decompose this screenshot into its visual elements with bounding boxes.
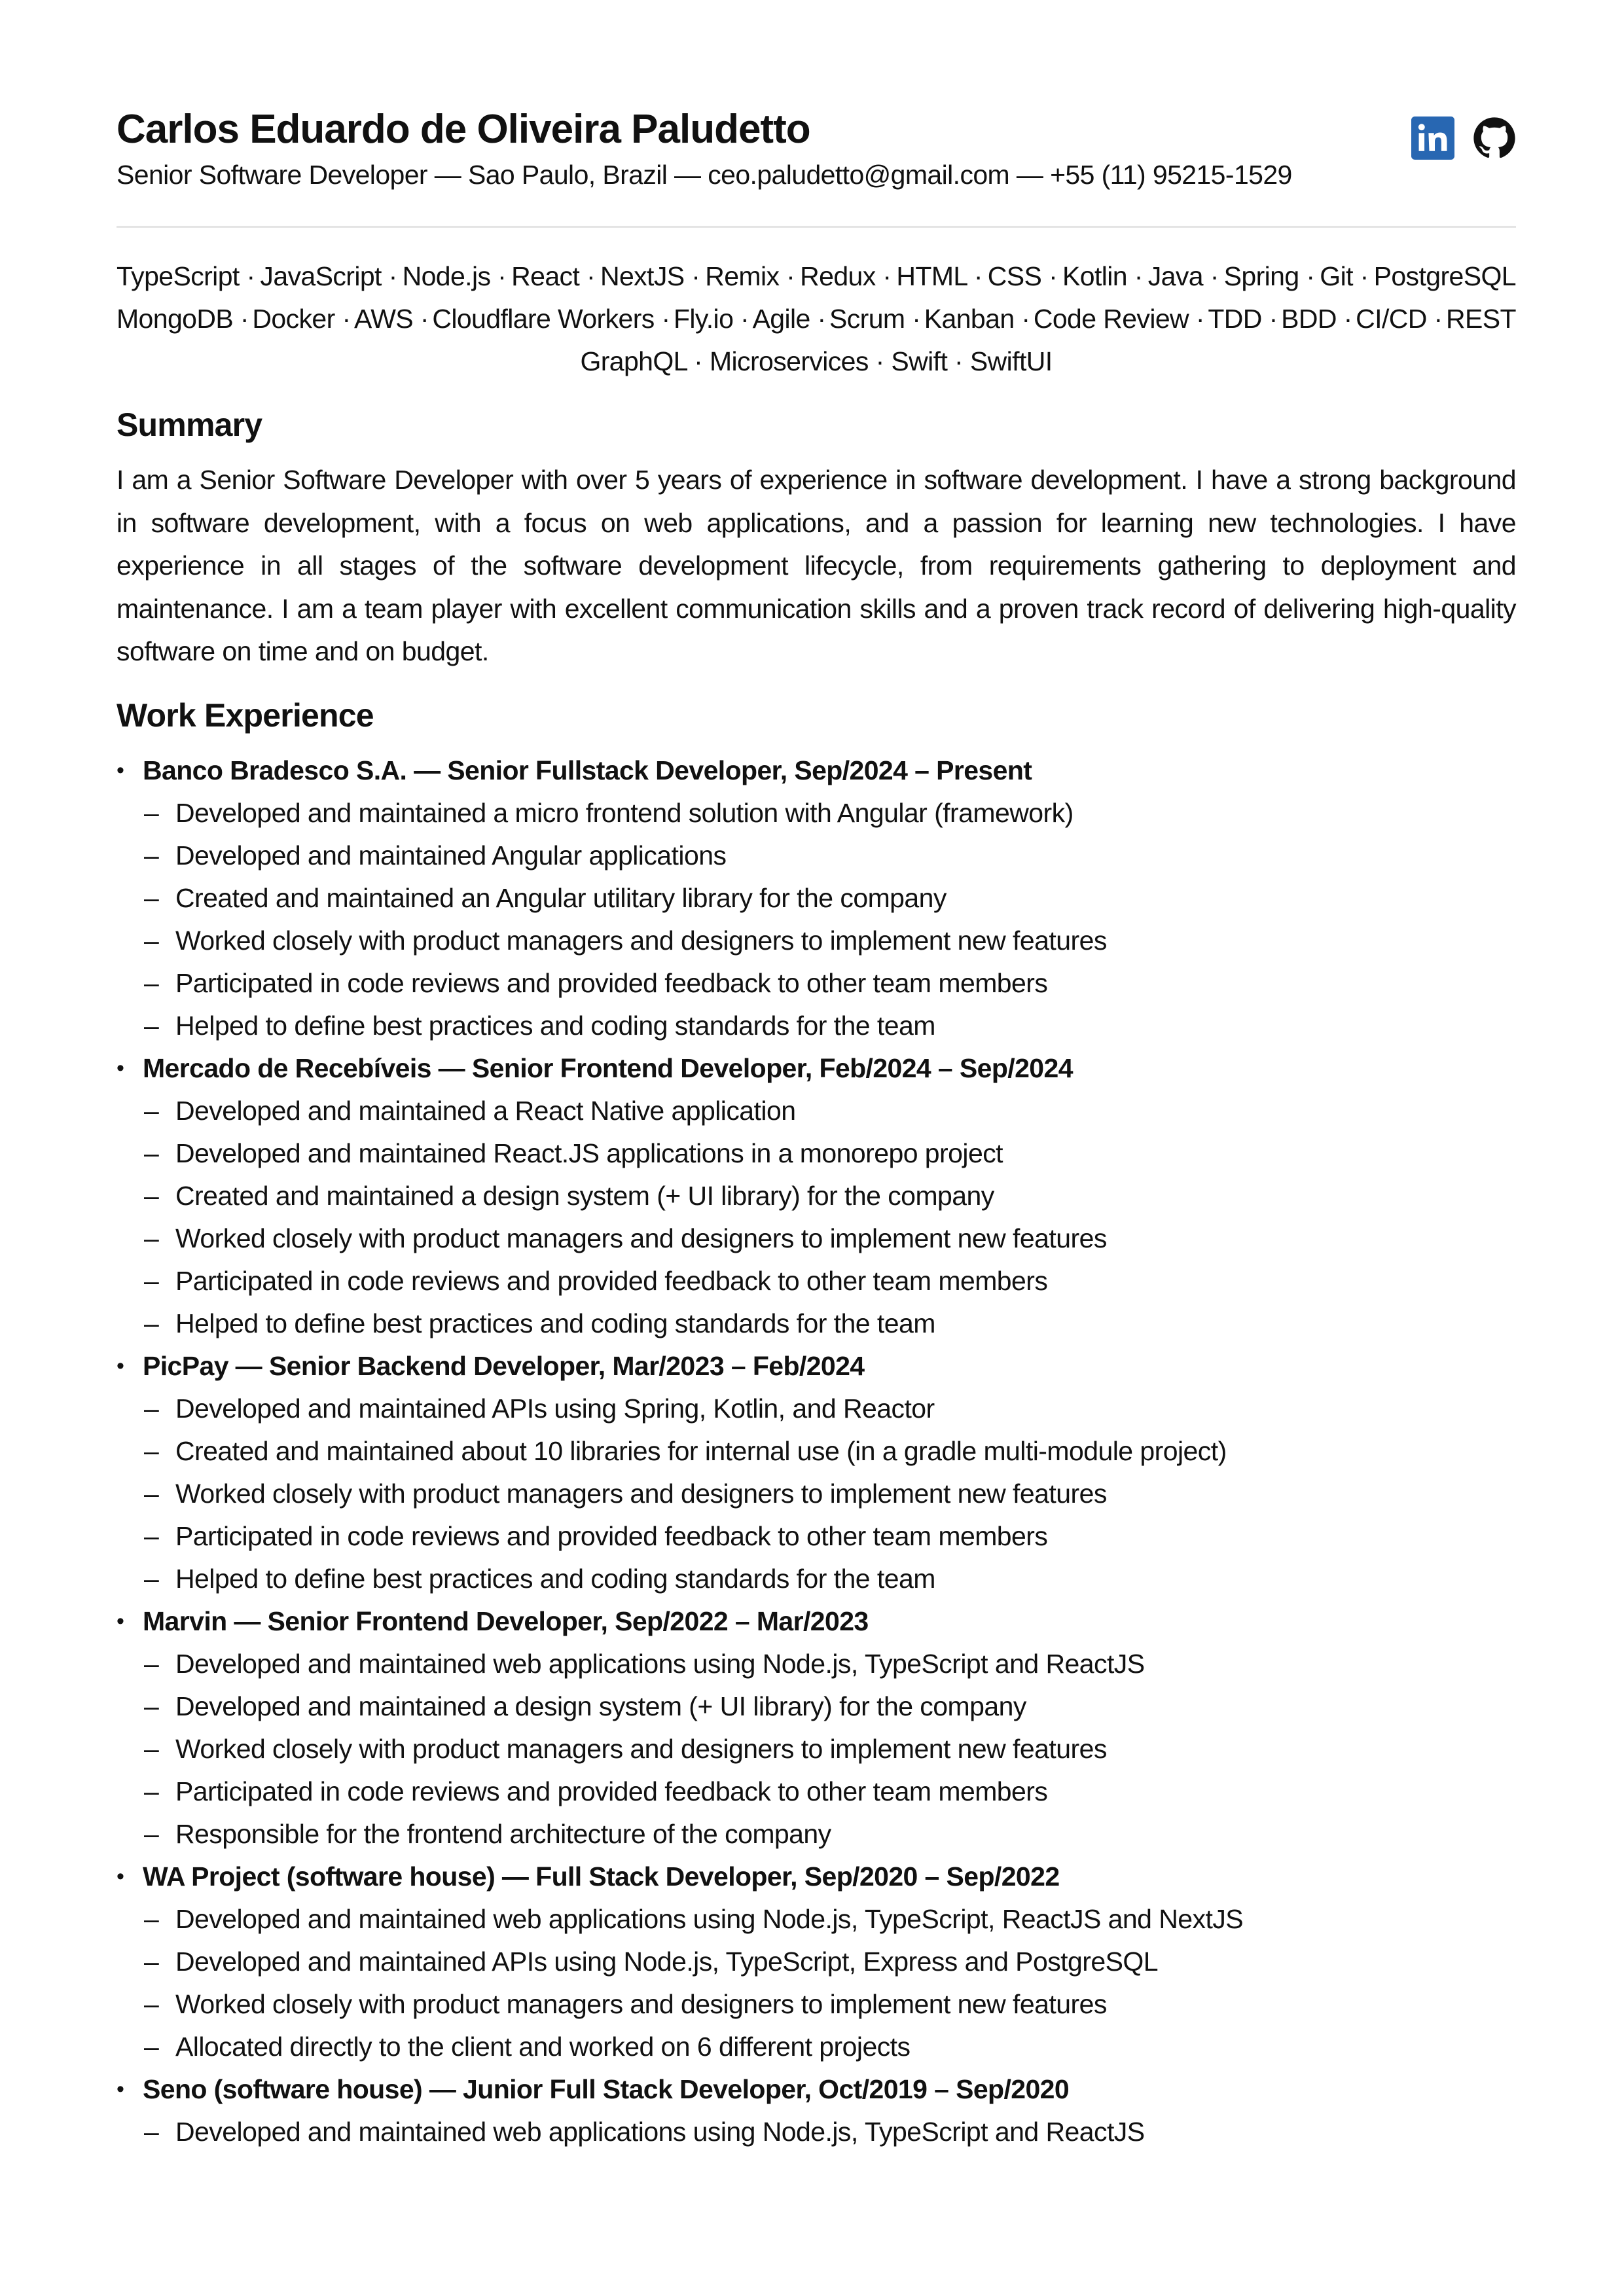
resume-header	[117, 0, 1516, 226]
dash-marker: –	[144, 840, 159, 870]
skill-token: Node.js ·	[402, 261, 507, 291]
dash-marker: –	[144, 1223, 159, 1253]
dash-marker: –	[144, 1691, 159, 1721]
skill-token: Fly.io ·	[673, 304, 749, 334]
responsibility-item	[117, 1175, 1516, 1217]
responsibility-text: Developed and maintained a micro frontend solution with Angular (framework)	[175, 797, 1074, 828]
skill-token: TDD ·	[1208, 304, 1278, 334]
responsibility-text: Developed and maintained APIs using Node.js, TypeScript, Express and PostgreSQL	[175, 1946, 1159, 1977]
dash-marker: –	[144, 1903, 159, 1934]
responsibility-item	[117, 962, 1516, 1005]
job-responsibilities	[143, 792, 1516, 1047]
summary-text: I am a Senior Software Developer with over 5 years of experience in software development. I have a strong background in software development, with a focus on web applications, and a passion for learning new technologies. I have experience in all stages of the software development lifecycle, from requirements gathering to deployment and maintenance. I am a team player with excellent communication skills and a proven track record of delivering high-quality software on time and on budget.	[117, 465, 1516, 666]
responsibility-item	[117, 1388, 1516, 1430]
skill-token: BDD ·	[1281, 304, 1352, 334]
dash-marker: –	[144, 1138, 159, 1168]
resume-page	[117, 0, 1516, 2153]
responsibility-item	[117, 1983, 1516, 2026]
responsibility-text: Created and maintained about 10 libraries for internal use (in a gradle multi-module project)	[175, 1435, 1227, 1466]
responsibility-text: Developed and maintained Angular applications	[175, 840, 727, 870]
responsibility-item	[117, 1813, 1516, 1856]
responsibility-item	[117, 1898, 1516, 1941]
responsibility-item	[117, 920, 1516, 962]
bullet-marker: •	[117, 1608, 124, 1634]
dash-marker: –	[144, 1648, 159, 1679]
skill-token: Java ·	[1147, 261, 1219, 291]
skill-token: React ·	[511, 261, 596, 291]
responsibility-item	[117, 834, 1516, 877]
skills-list	[117, 255, 1516, 383]
header-divider	[117, 226, 1516, 228]
experience-heading: Work Experience	[117, 696, 374, 734]
responsibility-item	[117, 2111, 1516, 2153]
responsibility-text: Allocated directly to the client and worked on 6 different projects	[175, 2031, 911, 2062]
bullet-marker: •	[117, 1055, 124, 1081]
responsibility-item	[117, 1643, 1516, 1685]
dash-marker: –	[144, 1393, 159, 1424]
skill-token: NextJS ·	[600, 261, 700, 291]
summary-heading: Summary	[117, 406, 262, 443]
skill-token: CI/CD ·	[1356, 304, 1443, 334]
responsibility-item	[117, 1430, 1516, 1473]
job-title: Seno (software house) — Junior Full Stack Developer, Oct/2019 – Sep/2020	[143, 2073, 1070, 2104]
bullet-marker: •	[117, 757, 124, 783]
responsibility-text: Worked closely with product managers and designers to implement new features	[175, 1733, 1107, 1764]
responsibility-item	[117, 1005, 1516, 1047]
job-entry	[117, 1856, 1516, 2068]
job-title: PicPay — Senior Backend Developer, Mar/2023 – Feb/2024	[143, 1350, 865, 1381]
responsibility-item	[117, 1132, 1516, 1175]
responsibility-item	[117, 1217, 1516, 1260]
dash-marker: –	[144, 1776, 159, 1806]
job-responsibilities	[143, 1643, 1516, 1856]
job-entry	[117, 2068, 1516, 2153]
responsibility-text: Developed and maintained React.JS applications in a monorepo project	[175, 1138, 1003, 1168]
responsibility-item	[117, 2026, 1516, 2068]
skill-token: Git ·	[1320, 261, 1369, 291]
dash-marker: –	[144, 1478, 159, 1509]
dash-marker: –	[144, 1733, 159, 1764]
responsibility-text: Participated in code reviews and provided feedback to other team members	[175, 1776, 1048, 1806]
job-title: Banco Bradesco S.A. — Senior Fullstack Developer, Sep/2024 – Present	[143, 755, 1032, 785]
dash-marker: –	[144, 1265, 159, 1296]
responsibility-text: Participated in code reviews and provided feedback to other team members	[175, 967, 1048, 998]
skill-token: Cloudflare Workers ·	[432, 304, 670, 334]
bullet-marker: •	[117, 1353, 124, 1378]
responsibility-text: Developed and maintained web applications using Node.js, TypeScript and ReactJS	[175, 1648, 1145, 1679]
skills-line	[117, 255, 1516, 298]
responsibility-item	[117, 1558, 1516, 1600]
skill-token: TypeScript ·	[117, 261, 255, 291]
responsibility-text: Created and maintained a design system (+ UI library) for the company	[175, 1180, 994, 1211]
dash-marker: –	[144, 2031, 159, 2062]
responsibility-item	[117, 1515, 1516, 1558]
dash-marker: –	[144, 1308, 159, 1338]
responsibility-text: Developed and maintained APIs using Spring, Kotlin, and Reactor	[175, 1393, 935, 1424]
responsibility-text: Worked closely with product managers and designers to implement new features	[175, 1478, 1107, 1509]
skill-token: Spring ·	[1223, 261, 1315, 291]
responsibility-item	[117, 792, 1516, 834]
dash-marker: –	[144, 1010, 159, 1041]
job-title: Marvin — Senior Frontend Developer, Sep/2022 – Mar/2023	[143, 1605, 869, 1636]
skill-token: HTML ·	[896, 261, 983, 291]
job-entry	[117, 1047, 1516, 1345]
responsibility-item	[117, 877, 1516, 920]
dash-marker: –	[144, 1435, 159, 1466]
job-entry	[117, 1600, 1516, 1856]
skill-token: Code Review ·	[1033, 304, 1204, 334]
linkedin-icon[interactable]	[1411, 117, 1454, 160]
job-responsibilities	[143, 1388, 1516, 1600]
contact-line: Senior Software Developer — Sao Paulo, Brazil — ceo.paludetto@gmail.com — +55 (11) 95215-1529	[117, 160, 1292, 190]
skill-token: Redux ·	[800, 261, 892, 291]
responsibility-text: Developed and maintained a design system (+ UI library) for the company	[175, 1691, 1026, 1721]
dash-marker: –	[144, 1988, 159, 2019]
social-links	[1411, 117, 1516, 160]
responsibility-item	[117, 1260, 1516, 1302]
responsibility-item	[117, 1302, 1516, 1345]
bullet-marker: •	[117, 2076, 124, 2102]
responsibility-item	[117, 1090, 1516, 1132]
responsibility-text: Participated in code reviews and provided feedback to other team members	[175, 1265, 1048, 1296]
responsibility-text: Developed and maintained a React Native application	[175, 1095, 796, 1126]
skills-line	[117, 298, 1516, 340]
responsibility-text: Helped to define best practices and coding standards for the team	[175, 1563, 935, 1594]
skill-token: Docker ·	[252, 304, 351, 334]
responsibility-text: Developed and maintained web applications using Node.js, TypeScript and ReactJS	[175, 2116, 1145, 2147]
skill-token: Kanban ·	[924, 304, 1030, 334]
job-entry	[117, 1345, 1516, 1600]
skill-token: MongoDB ·	[117, 304, 249, 334]
responsibility-text: Worked closely with product managers and designers to implement new features	[175, 1223, 1107, 1253]
skill-token: Scrum ·	[829, 304, 921, 334]
job-title: Mercado de Recebíveis — Senior Frontend Developer, Feb/2024 – Sep/2024	[143, 1052, 1073, 1083]
skill-token: JavaScript ·	[260, 261, 397, 291]
skill-token: REST	[1446, 304, 1516, 334]
job-entry	[117, 749, 1516, 1047]
dash-marker: –	[144, 1520, 159, 1551]
skill-token: CSS ·	[987, 261, 1058, 291]
dash-marker: –	[144, 967, 159, 998]
dash-marker: –	[144, 1818, 159, 1849]
responsibility-item	[117, 1685, 1516, 1728]
responsibility-text: Worked closely with product managers and designers to implement new features	[175, 925, 1107, 956]
skills-line: GraphQL · Microservices · Swift · SwiftUI	[580, 346, 1053, 376]
dash-marker: –	[144, 2116, 159, 2147]
responsibility-text: Participated in code reviews and provided feedback to other team members	[175, 1520, 1048, 1551]
candidate-name: Carlos Eduardo de Oliveira Paludetto	[117, 107, 810, 152]
github-icon[interactable]	[1473, 117, 1516, 160]
responsibility-item	[117, 1728, 1516, 1770]
bullet-marker: •	[117, 1863, 124, 1889]
experience-list	[117, 749, 1516, 2153]
skill-token: PostgreSQL	[1373, 261, 1516, 291]
responsibility-text: Helped to define best practices and coding standards for the team	[175, 1010, 935, 1041]
job-responsibilities	[143, 1898, 1516, 2068]
dash-marker: –	[144, 1095, 159, 1126]
dash-marker: –	[144, 1563, 159, 1594]
dash-marker: –	[144, 797, 159, 828]
skill-token: AWS ·	[353, 304, 429, 334]
dash-marker: –	[144, 1180, 159, 1211]
dash-marker: –	[144, 1946, 159, 1977]
responsibility-item	[117, 1473, 1516, 1515]
responsibility-text: Created and maintained an Angular utilitary library for the company	[175, 882, 947, 913]
dash-marker: –	[144, 925, 159, 956]
skill-token: Kotlin ·	[1062, 261, 1143, 291]
skill-token: Agile ·	[752, 304, 826, 334]
responsibility-text: Developed and maintained web applications using Node.js, TypeScript, ReactJS and NextJS	[175, 1903, 1244, 1934]
responsibility-text: Responsible for the frontend architecture of the company	[175, 1818, 831, 1849]
job-responsibilities	[143, 1090, 1516, 1345]
job-responsibilities	[143, 2111, 1516, 2153]
responsibility-item	[117, 1770, 1516, 1813]
job-title: WA Project (software house) — Full Stack Developer, Sep/2020 – Sep/2022	[143, 1861, 1060, 1892]
responsibility-text: Worked closely with product managers and designers to implement new features	[175, 1988, 1107, 2019]
responsibility-text: Helped to define best practices and coding standards for the team	[175, 1308, 935, 1338]
responsibility-item	[117, 1941, 1516, 1983]
skill-token: Remix ·	[705, 261, 795, 291]
dash-marker: –	[144, 882, 159, 913]
